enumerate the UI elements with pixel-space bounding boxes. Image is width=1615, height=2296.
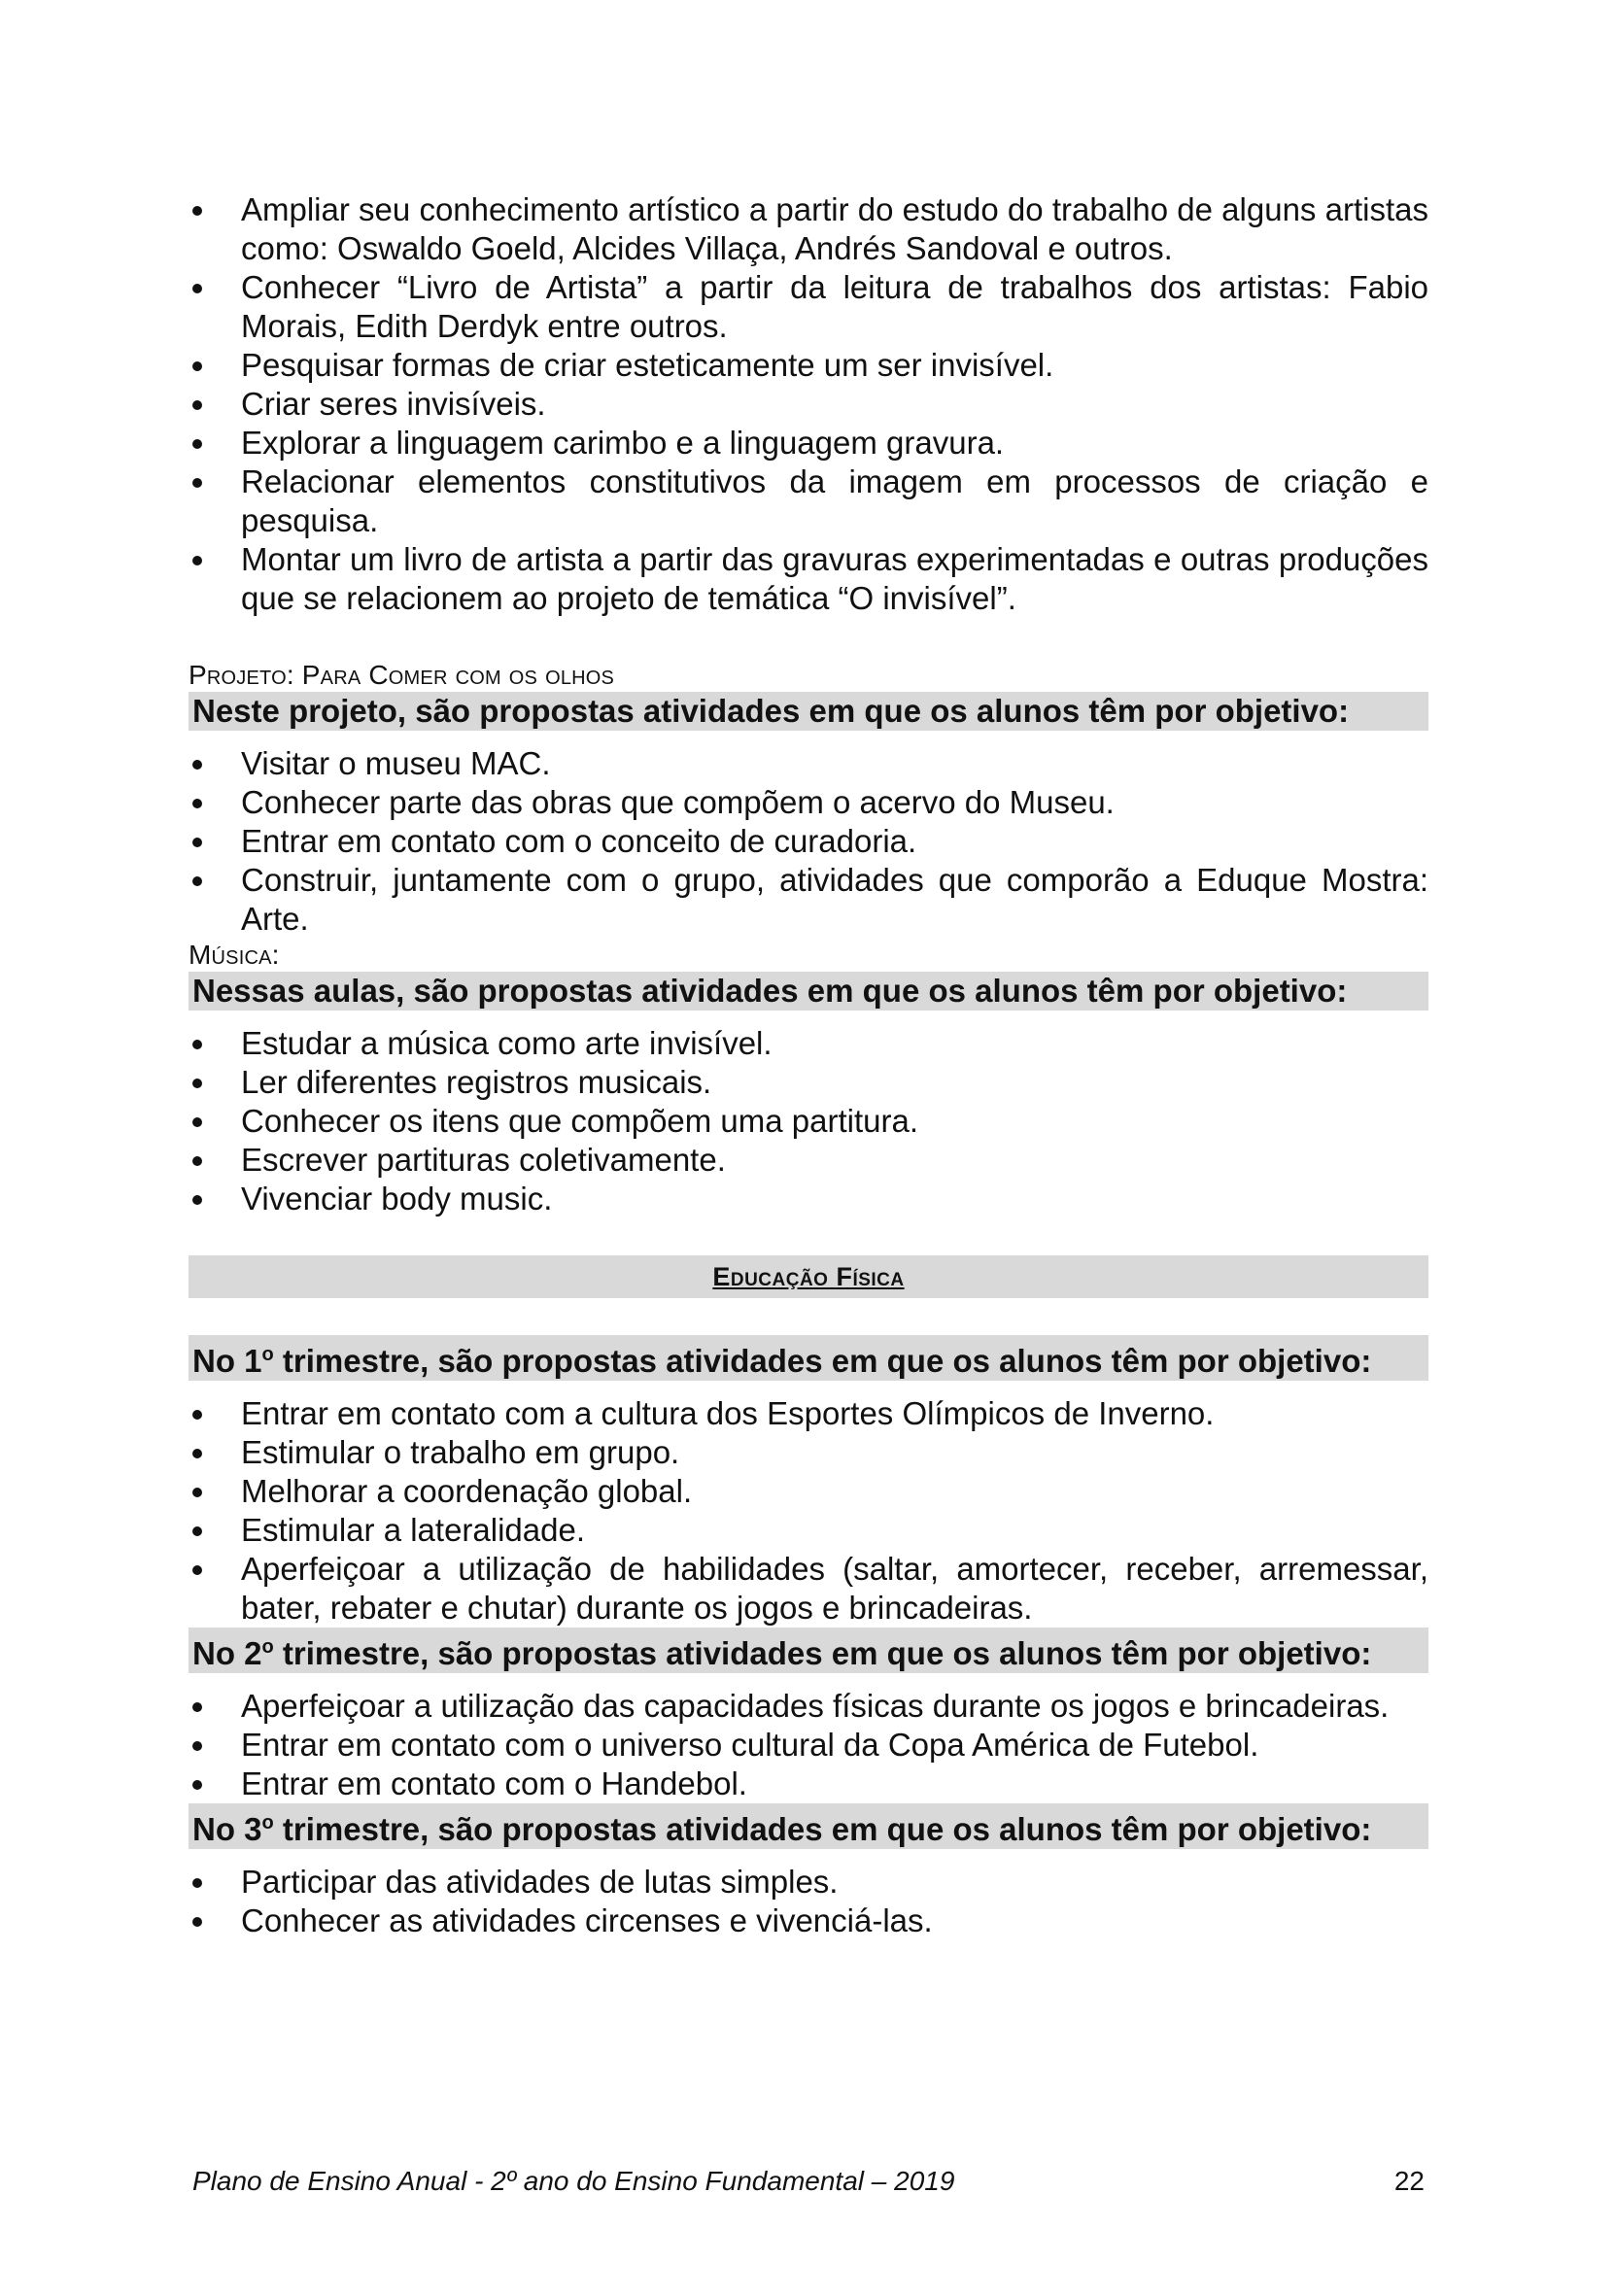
list-item: Pesquisar formas de criar esteticamente um ser invisível. <box>189 346 1428 385</box>
musica-objectives-list <box>189 1024 1428 1218</box>
list-item: Melhorar a coordenação global. <box>189 1472 1428 1511</box>
bullet-icon <box>192 760 202 770</box>
list-item: Estudar a música como arte invisível. <box>189 1024 1428 1063</box>
list-item: Conhecer as atividades circenses e vivenciá-las. <box>189 1902 1428 1940</box>
list-item: Aperfeiçoar a utilização das capacidades físicas durante os jogos e brincadeiras. <box>189 1687 1428 1726</box>
bullet-icon <box>192 1780 202 1790</box>
list-item: Conhecer os itens que compõem uma partitura. <box>189 1102 1428 1141</box>
list-item: Explorar a linguagem carimbo e a linguagem gravura. <box>189 424 1428 463</box>
intro-objectives-list <box>189 190 1428 618</box>
page-number: 22 <box>1393 2166 1425 2196</box>
trimestre-3-heading: No 3$^o$ trimestre, são propostas atividades em que os alunos têm por objetivo: <box>189 1803 1428 1849</box>
list-item: Participar das atividades de lutas simples. <box>189 1863 1428 1902</box>
bullet-icon <box>192 400 202 410</box>
projeto-title-text: Projeto: Para Comer com os olhos <box>189 660 615 690</box>
list-item: Escrever partituras coletivamente. <box>189 1141 1428 1180</box>
trimestre-1-objectives-list <box>189 1394 1428 1628</box>
bullet-icon <box>192 1195 202 1205</box>
projeto-objectives-list <box>189 744 1428 939</box>
list-item: Entrar em contato com o Handebol. <box>189 1765 1428 1803</box>
list-item: Ler diferentes registros musicais. <box>189 1063 1428 1102</box>
footer-document-title: Plano de Ensino Anual - 2º ano do Ensino Fundamental – 2019 <box>192 2166 955 2196</box>
bullet-icon <box>192 1741 202 1751</box>
musica-heading: Nessas aulas, são propostas atividades em que os alunos têm por objetivo: <box>189 972 1428 1011</box>
educacao-fisica-title: Educação Física <box>189 1255 1428 1298</box>
trimestre-3-objectives-list <box>189 1863 1428 1940</box>
list-item: Entrar em contato com o conceito de curadoria. <box>189 822 1428 861</box>
bullet-icon <box>192 838 202 847</box>
bullet-icon <box>192 1410 202 1420</box>
list-item: Ampliar seu conhecimento artístico a partir do estudo do trabalho de alguns artistas como: Oswaldo Goeld, Alcides Villaça, Andrés Sandoval e outros. <box>189 190 1428 268</box>
bullet-icon <box>192 1040 202 1049</box>
bullet-icon <box>192 1156 202 1166</box>
bullet-icon <box>192 1565 202 1575</box>
list-item: Aperfeiçoar a utilização de habilidades (saltar, amortecer, receber, arremessar, bater, rebater e chutar) durante os jogos e brincadeiras. <box>189 1550 1428 1628</box>
list-item: Conhecer parte das obras que compõem o acervo do Museu. <box>189 783 1428 822</box>
bullet-icon <box>192 1526 202 1536</box>
list-item: Vivenciar body music. <box>189 1180 1428 1218</box>
bullet-icon <box>192 1917 202 1927</box>
bullet-icon <box>192 1702 202 1712</box>
list-item: Visitar o museu MAC. <box>189 744 1428 783</box>
bullet-icon <box>192 556 202 565</box>
list-item: Entrar em contato com a cultura dos Esportes Olímpicos de Inverno. <box>189 1394 1428 1433</box>
bullet-icon <box>192 1878 202 1888</box>
trimestre-2-objectives-list <box>189 1687 1428 1803</box>
bullet-icon <box>192 206 202 216</box>
trimestre-1-heading: No 1$^o$ trimestre, são propostas atividades em que os alunos têm por objetivo: <box>189 1335 1428 1381</box>
list-item: Estimular o trabalho em grupo. <box>189 1433 1428 1472</box>
list-item: Construir, juntamente com o grupo, atividades que comporão a Eduque Mostra: Arte. <box>189 861 1428 939</box>
document-page <box>189 190 1428 1940</box>
musica-title-text: Música: <box>189 940 280 970</box>
bullet-icon <box>192 1117 202 1127</box>
musica-section-title <box>189 939 1428 972</box>
list-item: Relacionar elementos constitutivos da imagem em processos de criação e pesquisa. <box>189 463 1428 540</box>
list-item: Montar um livro de artista a partir das gravuras experimentadas e outras produções que se relacionem ao projeto de temática “O invisível”. <box>189 540 1428 618</box>
list-item: Estimular a lateralidade. <box>189 1511 1428 1550</box>
bullet-icon <box>192 1079 202 1088</box>
bullet-icon <box>192 1488 202 1497</box>
trimestre-2-heading: No 2$^o$ trimestre, são propostas atividades em que os alunos têm por objetivo: <box>189 1628 1428 1673</box>
projeto-heading: Neste projeto, são propostas atividades em que os alunos têm por objetivo: <box>189 692 1428 731</box>
bullet-icon <box>192 361 202 371</box>
bullet-icon <box>192 876 202 886</box>
list-item: Entrar em contato com o universo cultural da Copa América de Futebol. <box>189 1726 1428 1765</box>
bullet-icon <box>192 1449 202 1458</box>
bullet-icon <box>192 799 202 808</box>
bullet-icon <box>192 478 202 488</box>
projeto-section-title <box>189 659 1428 692</box>
list-item: Criar seres invisíveis. <box>189 385 1428 424</box>
bullet-icon <box>192 284 202 293</box>
bullet-icon <box>192 439 202 449</box>
list-item: Conhecer “Livro de Artista” a partir da leitura de trabalhos dos artistas: Fabio Morais, Edith Derdyk entre outros. <box>189 268 1428 346</box>
